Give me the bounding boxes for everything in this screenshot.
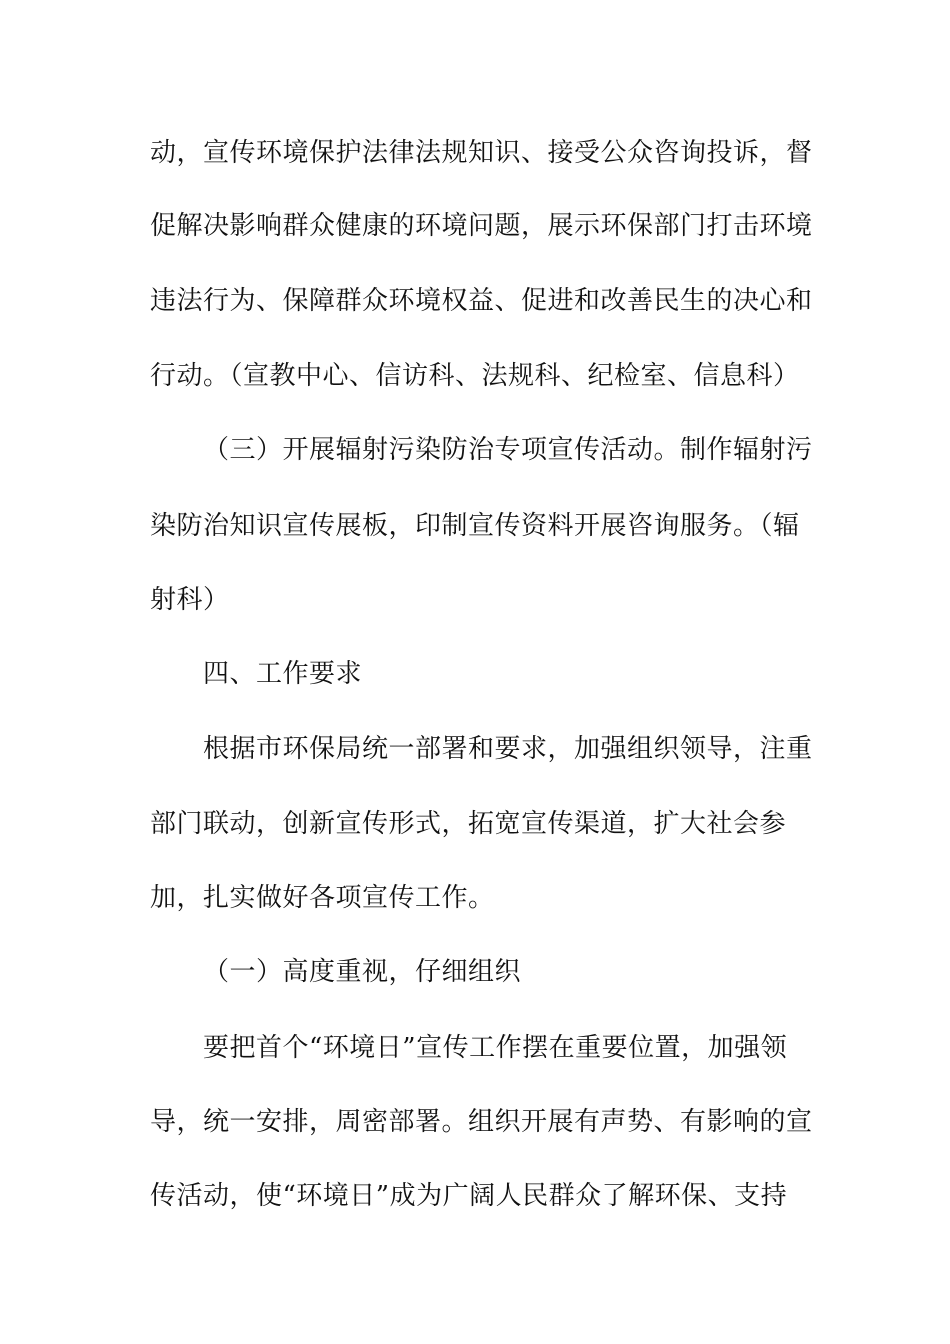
text-line: 动，宣传环境保护法律法规知识、接受公众咨询投诉，督 <box>150 138 813 168</box>
text-line: 促解决影响群众健康的环境问题，展示环保部门打击环境 <box>150 211 813 241</box>
text-line: 要把首个“环境日”宣传工作摆在重要位置，加强领 <box>203 1033 788 1063</box>
text-line: 染防治知识宣传展板，印制宣传资料开展咨询服务。（辐 <box>150 511 800 541</box>
text-line: 导，统一安排，周密部署。组织开展有声势、有影响的宣 <box>150 1107 813 1137</box>
text-line: 违法行为、保障群众环境权益、促进和改善民生的决心和 <box>150 286 813 316</box>
section-heading: （一）高度重视，仔细组织 <box>203 957 522 987</box>
text-line: 射科） <box>150 585 230 615</box>
section-heading: 四、工作要求 <box>203 659 363 689</box>
text-line: 传活动，使“环境日”成为广阔人民群众了解环保、支持 <box>150 1181 788 1211</box>
text-line: 行动。（宣教中心、信访科、法规科、纪检室、信息科） <box>150 361 800 391</box>
text-line: 根据市环保局统一部署和要求，加强组织领导，注重 <box>203 734 813 764</box>
section-heading: （三）开展辐射污染防治专项宣传活动。制作辐射污 <box>203 435 813 465</box>
text-line: 部门联动，创新宣传形式，拓宽宣传渠道，扩大社会参 <box>150 809 787 839</box>
text-line: 加，扎实做好各项宣传工作。 <box>150 883 495 913</box>
